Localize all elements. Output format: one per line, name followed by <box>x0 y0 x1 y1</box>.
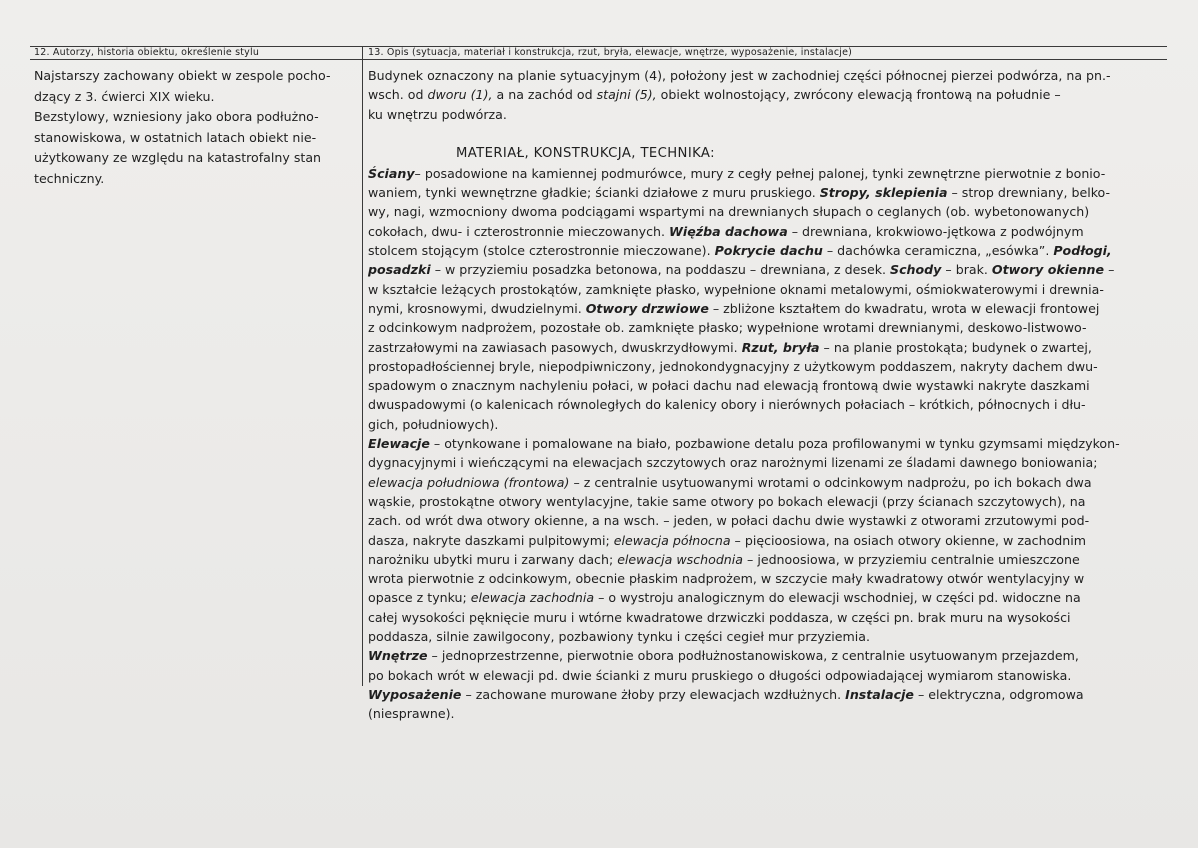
text-run: wsch. od <box>368 87 428 103</box>
text-run: zastrzałowymi na zawiasach pasowych, dwuskrzydłowymi. <box>368 339 742 355</box>
text-line <box>368 550 1158 569</box>
text-line <box>368 338 1158 357</box>
text-line <box>368 415 1158 434</box>
text-run: – strop drewniany, belko- <box>947 185 1111 201</box>
emphasis-run: elewacja południowa (frontowa) <box>368 474 570 490</box>
text-run: – jednoprzestrzenne, pierwotnie obora podłużnostanowiskowa, z centralnie usytuowanym przejazdem, <box>427 648 1079 664</box>
text-line <box>368 646 1158 665</box>
text-run: – otynkowane i pomalowane na biało, pozbawione detalu poza profilowanymi w tynku gzymsami międzykon- <box>429 436 1120 452</box>
text-line: dzący z 3. ćwierci XIX wieku. <box>34 88 215 104</box>
text-line <box>368 85 1158 104</box>
text-run: wąskie, prostokątne otwory wentylacyjne, takie same otwory po bokach elewacji (przy ścianach szczytowych), na <box>368 493 1086 509</box>
text-line: Budynek oznaczony na planie sytuacyjnym (4), położony jest w zachodniej części północnej pierzei podwórza, na pn.- <box>368 68 1111 83</box>
text-line <box>368 318 1158 337</box>
text-run: (niesprawne). <box>368 706 455 722</box>
intro-paragraph <box>368 66 1158 124</box>
text-line: Najstarszy zachowany obiekt w zespole pocho- <box>34 68 331 83</box>
field-13-header: 13. Opis (sytuacja, materiał i konstrukcja, rzut, bryła, elewacje, wnętrze, wyposażenie, instalacje) <box>368 47 853 58</box>
emphasis-run: Wyposażenie <box>368 686 462 702</box>
text-line <box>368 202 1158 221</box>
text-run: wrota pierwotnie z odcinkowym, obecnie płaskim nadprożem, w szczycie mały kwadratowy otwór wentylacyjny w <box>368 571 1085 587</box>
text-run: – drewniana, krokwiowo-jętkowa z podwójnym <box>787 223 1084 239</box>
text-line: ku wnętrzu podwórza. <box>368 106 507 122</box>
text-run: nymi, krosnowymi, dwudzielnymi. <box>368 300 586 316</box>
text-line <box>368 260 1158 279</box>
text-run: prostopadłościennej bryle, niepodpiwniczony, jednokondygnacyjny z użytkowym poddaszem, nakryty dachem dwu- <box>368 358 1098 374</box>
text-line <box>368 569 1158 588</box>
text-run: – posadowione na kamiennej podmurówce, mury z cegły pełnej palonej, tynki zewnętrzne pierwotnie z bonio- <box>414 165 1106 181</box>
text-line <box>368 492 1158 511</box>
header-rule <box>30 59 1167 60</box>
emphasis-run: Więźba dachowa <box>668 223 788 239</box>
text-run: – zachowane murowane żłoby przy elewacjach wzdłużnych. <box>461 686 846 702</box>
ref-stajnia: stajni (5), <box>596 87 657 103</box>
text-run: wy, nagi, wzmocniony dwoma podciągami wspartymi na drewnianych słupach o ceglanych (ob. wybetonowanych) <box>368 204 1090 220</box>
text-run: obiekt wolnostojący, zwrócony elewacją frontową na południe – <box>656 87 1061 103</box>
text-run: – dachówka ceramiczna, „esówka”. <box>822 243 1054 259</box>
text-run: w kształcie leżących prostokątów, zamknięte płasko, wypełnione oknami metalowymi, ośmiokwaterowymi i drewnia- <box>368 281 1104 297</box>
text-run: stolcem stojącym (stolce czterostronnie mieczowane). <box>368 243 715 259</box>
text-run: poddasza, silnie zawilgocony, pozbawiony tynku i części cegieł mur przyziemia. <box>368 629 870 645</box>
text-run: – elektryczna, odgromowa <box>913 686 1084 702</box>
text-run: – z centralnie usytuowanymi wrotami o odcinkowym nadprożu, po ich bokach dwa <box>569 474 1092 490</box>
text-line <box>368 704 1158 723</box>
text-run: a na zachód od <box>492 87 597 103</box>
text-line: użytkowany ze względu na katastrofalny stan <box>34 150 322 165</box>
text-run: – <box>1104 262 1115 278</box>
ref-dwor: dworu (1), <box>427 87 493 103</box>
section-body <box>368 164 1158 724</box>
emphasis-run: Podłogi, <box>1053 243 1112 259</box>
text-line <box>368 280 1158 299</box>
text-run: – brak. <box>941 262 992 278</box>
text-run: opasce z tynku; <box>368 590 471 606</box>
emphasis-run: Otwory okienne <box>991 262 1105 278</box>
text-line <box>368 453 1158 472</box>
text-line <box>368 183 1158 202</box>
emphasis-run: Instalacje <box>845 686 914 702</box>
emphasis-run: Elewacje <box>368 436 430 452</box>
text-run: dygnacyjnymi i wieńczącymi na elewacjach szczytowych oraz narożnymi lizenami ze śladami dawnego boniowania; <box>368 455 1098 471</box>
description-text <box>368 66 1158 724</box>
text-line <box>368 608 1158 627</box>
text-line <box>368 588 1158 607</box>
authors-history-text <box>34 66 358 189</box>
emphasis-run: elewacja zachodnia <box>470 590 595 606</box>
column-divider <box>362 46 363 686</box>
text-run: z odcinkowym nadprożem, pozostałe ob. zamknięte płasko; wypełnione wrotami drewnianymi, deskowo-listwowo- <box>368 320 1087 336</box>
emphasis-run: Ściany <box>368 165 415 181</box>
section-heading: MATERIAŁ, KONSTRUKCJA, TECHNIKA: <box>456 145 715 161</box>
text-run: – w przyziemiu posadzka betonowa, na poddaszu – drewniana, z desek. <box>430 262 890 278</box>
emphasis-run: Otwory drzwiowe <box>585 300 709 316</box>
emphasis-run: elewacja północna <box>613 532 731 548</box>
text-line <box>368 511 1158 530</box>
text-run: – o wystroju analogicznym do elewacji wschodniej, w części pd. widoczne na <box>594 590 1081 606</box>
text-run: spadowym o znacznym nachyleniu połaci, w połaci dachu nad elewacją frontową dwie wystawki nakryte daszkami <box>368 378 1090 394</box>
text-line <box>368 685 1158 704</box>
emphasis-run: posadzki <box>368 262 431 278</box>
text-run: całej wysokości pęknięcie muru i wtórne kwadratowe drzwiczki poddasza, w części pn. brak muru na wysokości <box>368 609 1071 625</box>
field-12-header: 12. Autorzy, historia obiektu, określenie stylu <box>34 47 260 58</box>
text-run: – pięcioosiowa, na osiach otwory okienne, w zachodnim <box>730 532 1087 548</box>
emphasis-run: Pokrycie dachu <box>714 243 823 259</box>
emphasis-run: elewacja wschodnia <box>617 551 744 567</box>
text-run: po bokach wrót w elewacji pd. dwie ścianki z muru pruskiego o długości odpowiadającej wymiarom stanowiska. <box>368 667 1072 683</box>
text-line <box>368 299 1158 318</box>
text-line <box>368 222 1158 241</box>
text-run: gich, południowych). <box>368 416 499 432</box>
text-line <box>368 357 1158 376</box>
text-run: – na planie prostokąta; budynek o zwartej, <box>819 339 1092 355</box>
emphasis-run: Wnętrze <box>368 648 428 664</box>
text-line <box>368 473 1158 492</box>
emphasis-run: Rzut, bryła <box>741 339 820 355</box>
emphasis-run: Stropy, sklepienia <box>819 185 948 201</box>
text-line <box>368 376 1158 395</box>
text-line <box>368 627 1158 646</box>
text-run: narożniku ubytki muru i zarwany dach; <box>368 551 618 567</box>
text-line: Bezstylowy, wzniesiony jako obora podłużno- <box>34 109 319 124</box>
text-line <box>368 531 1158 550</box>
text-run: dasza, nakryte daszkami pulpitowymi; <box>368 532 614 548</box>
text-line <box>368 395 1158 414</box>
text-line: techniczny. <box>34 170 105 186</box>
text-run: waniem, tynki wewnętrzne gładkie; ścianki działowe z muru pruskiego. <box>368 185 820 201</box>
text-run: – jednoosiowa, w przyziemiu centralnie umieszczone <box>743 551 1080 567</box>
text-line <box>368 434 1158 453</box>
text-line: stanowiskowa, w ostatnich latach obiekt nie- <box>34 129 317 145</box>
text-run: cokołach, dwu- i czterostronnie mieczowanych. <box>368 223 669 239</box>
text-line <box>368 666 1158 685</box>
text-line <box>368 164 1158 183</box>
text-line <box>368 241 1158 260</box>
emphasis-run: Schody <box>890 262 942 278</box>
text-run: zach. od wrót dwa otwory okienne, a na wsch. – jeden, w połaci dachu dwie wystawki z otworami zrzutowymi pod- <box>368 513 1090 529</box>
text-run: – zbliżone kształtem do kwadratu, wrota w elewacji frontowej <box>708 300 1100 316</box>
text-run: dwuspadowymi (o kalenicach równoległych do kalenicy obory i nierównych połaciach – krótkich, północnych i dłu- <box>368 397 1086 413</box>
